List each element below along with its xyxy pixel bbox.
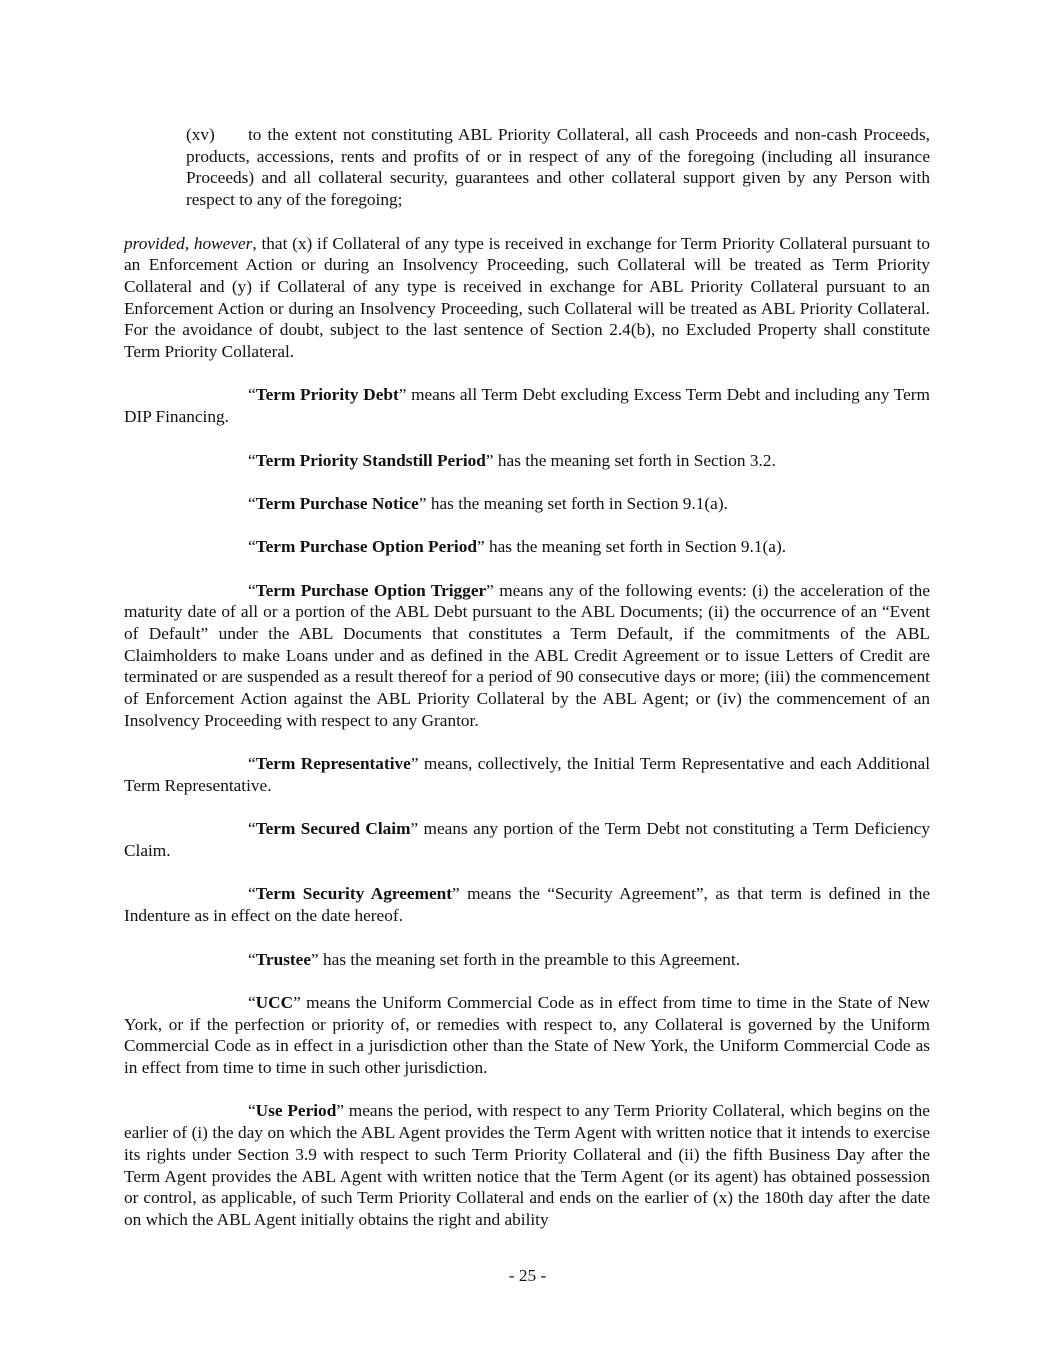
item-number: (xv) bbox=[186, 125, 215, 144]
definition-text: ” means the period, with respect to any Term Priority Collateral, which begins on the earlier of (i) the day on which the ABL Agent provides the Term Agent with written notice that it intends to exercise its rights under Section 3.9 with respect to such Term Priority Collateral and (ii) the fifth Business Day after the Term Agent provides the ABL Agent with written notice that the Term Agent (or its agent) has obtained possession or control, as applicable, of such Term Priority Collateral and ends on the earlier of (x) the 180th day after the date on which the ABL Agent initially obtains the right and ability bbox=[124, 1101, 930, 1229]
definition-text: ” means the Uniform Commercial Code as in effect from time to time in the State of New York, or if the perfection or priority of, or remedies with respect to, any Collateral is governed by the Uniform Commercial Code as in effect in a jurisdiction other than the State of New York, the Uniform Commercial Code as in effect from time to time in such other jurisdiction. bbox=[124, 992, 930, 1078]
defined-term: Term Secured Claim bbox=[255, 819, 411, 839]
definition-term-security-agreement bbox=[124, 883, 930, 926]
defined-term: Term Representative bbox=[255, 754, 411, 774]
definition-term-priority-standstill-period bbox=[124, 450, 930, 472]
proviso-lead: provided, however bbox=[124, 233, 253, 253]
defined-term: Term Priority Standstill Period bbox=[255, 450, 486, 470]
proviso-text: , that (x) if Collateral of any type is received in exchange for Term Priority Collateral pursuant to an Enforcement Action or during an Insolvency Proceeding, such Collateral will be treated as Term Priority Collateral and (y) if Collateral of any type is received in exchange for ABL Priority Collateral pursuant to an Enforcement Action or during an Insolvency Proceeding, such Collateral will be treated as ABL Priority Collateral. For the avoidance of doubt, subject to the last sentence of Section 2.4(b), no Excluded Property shall constitute Term Priority Collateral. bbox=[124, 233, 930, 362]
list-item-xv bbox=[186, 124, 930, 211]
open-quote: “ bbox=[248, 819, 256, 839]
defined-term: Term Purchase Option Period bbox=[255, 537, 477, 557]
definition-text: ” has the meaning set forth in Section 9.1(a). bbox=[476, 537, 787, 557]
definition-text: ” means any portion of the Term Debt not constituting a Term Deficiency Claim. bbox=[124, 819, 930, 861]
definition-use-period bbox=[124, 1100, 930, 1230]
open-quote: “ bbox=[248, 450, 256, 470]
definition-term-representative bbox=[124, 753, 930, 796]
item-text: to the extent not constituting ABL Priority Collateral, all cash Proceeds and non-cash Proceeds, products, accessions, rents and profits of or in respect of any of the foregoing (including all insurance Proceeds) and all collateral security, guarantees and other collateral support given by any Person with respect to any of the foregoing; bbox=[186, 125, 930, 210]
defined-term: Term Priority Debt bbox=[255, 385, 399, 405]
definition-text: ” has the meaning set forth in the preamble to this Agreement. bbox=[311, 949, 741, 969]
defined-term: Trustee bbox=[255, 949, 312, 969]
definition-text: ” means any of the following events: (i) the acceleration of the maturity date of all or a portion of the ABL Debt pursuant to the ABL Documents; (ii) the occurrence of an “Event of Default” under the ABL Documents that constitutes a Term Default, if the commitments of the ABL Claimholders to make Loans under and as defined in the ABL Credit Agreement or to issue Letters of Credit are terminated or are suspended as a result thereof for a period of 90 consecutive days or more; (iii) the commencement of Enforcement Action against the ABL Priority Collateral by the ABL Agent; or (iv) the commencement of an Insolvency Proceeding with respect to any Grantor. bbox=[124, 580, 930, 730]
open-quote: “ bbox=[248, 754, 256, 774]
defined-term: Term Purchase Notice bbox=[255, 493, 419, 513]
definition-term-purchase-notice bbox=[124, 493, 930, 515]
definition-text: ” has the meaning set forth in Section 3.2. bbox=[485, 450, 776, 470]
definition-term-purchase-option-trigger bbox=[124, 580, 930, 732]
defined-term: Use Period bbox=[255, 1101, 337, 1121]
defined-term: Term Security Agreement bbox=[255, 884, 453, 904]
definition-trustee bbox=[124, 949, 930, 971]
open-quote: “ bbox=[248, 580, 256, 600]
defined-term: UCC bbox=[255, 992, 294, 1012]
document-page bbox=[124, 124, 930, 1231]
open-quote: “ bbox=[248, 949, 256, 969]
definition-term-secured-claim bbox=[124, 818, 930, 861]
open-quote: “ bbox=[248, 537, 256, 557]
definition-text: ” means, collectively, the Initial Term Representative and each Additional Term Representative. bbox=[124, 754, 930, 795]
defined-term: Term Purchase Option Trigger bbox=[255, 580, 487, 600]
definition-text: ” has the meaning set forth in Section 9.1(a). bbox=[418, 493, 728, 513]
page-number: - 25 - bbox=[508, 1266, 547, 1285]
definition-text: ” means the “Security Agreement”, as that term is defined in the Indenture as in effect on the date hereof. bbox=[124, 884, 930, 926]
open-quote: “ bbox=[248, 1101, 256, 1121]
proviso-paragraph bbox=[124, 233, 930, 363]
definition-term-priority-debt bbox=[124, 384, 930, 427]
definition-term-purchase-option-period bbox=[124, 536, 930, 558]
open-quote: “ bbox=[248, 493, 256, 513]
open-quote: “ bbox=[248, 884, 256, 904]
definition-ucc bbox=[124, 992, 930, 1079]
definition-text: ” means all Term Debt excluding Excess Term Debt and including any Term DIP Financing. bbox=[124, 385, 930, 427]
open-quote: “ bbox=[248, 992, 256, 1012]
open-quote: “ bbox=[248, 385, 256, 405]
